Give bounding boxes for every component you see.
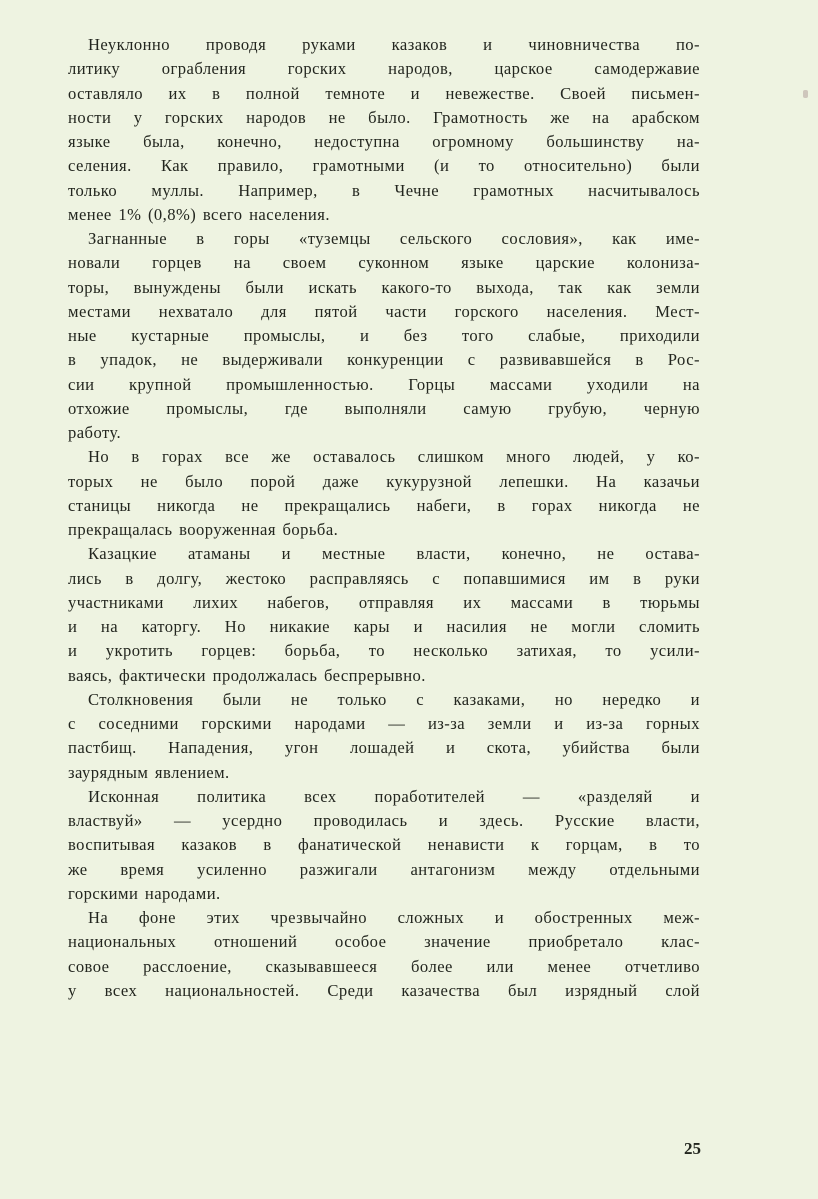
text-line: прекращалась вооруженная борьба. — [68, 520, 339, 539]
paragraph — [68, 688, 700, 785]
text-line: Неуклонно проводя руками казаков и чиновничества по- — [88, 35, 700, 54]
text-line: совое расслоение, сказывавшееся более или менее отчетливо — [68, 956, 700, 976]
text-line: сии крупной промышленностью. Горцы массами уходили на — [68, 374, 700, 394]
text-line: ности у горских народов не было. Грамотность же на арабском — [68, 107, 700, 127]
text-line: заурядным явлением. — [68, 762, 230, 782]
text-line: участниками лихих набегов, отправляя их массами в тюрьмы — [68, 592, 700, 612]
text-line: станицы никогда не прекращались набеги, в горах никогда не — [68, 495, 700, 515]
text-line: с соседними горскими народами — из-за земли и из-за горных — [68, 714, 700, 733]
text-line: языке была, конечно, недоступна огромному большинству на- — [68, 132, 700, 151]
text-line: и на каторгу. Но никакие кары и насилия не могли сломить — [68, 617, 700, 636]
text-line: торых не было порой даже кукурузной лепешки. На казачьи — [68, 471, 700, 491]
text-line: Казацкие атаманы и местные власти, конечно, не остава- — [88, 544, 700, 564]
text-line: работу. — [68, 423, 122, 442]
paragraph — [68, 227, 700, 445]
scan-edge-mark — [803, 90, 808, 98]
text-line: Исконная политика всех поработителей — «разделяй и — [88, 786, 700, 806]
text-line: в упадок, не выдерживали конкуренции с развивавшейся в Рос- — [68, 350, 700, 370]
text-line: национальных отношений особое значение приобретало клас- — [68, 932, 700, 952]
text-line: торы, вынуждены были искать какого-то выхода, так как земли — [68, 277, 700, 297]
text-line: отхожие промыслы, где выполняли самую грубую, черную — [68, 398, 700, 418]
text-line: На фоне этих чрезвычайно сложных и обостренных меж- — [88, 908, 700, 927]
text-line: воспитывая казаков в фанатической ненависти к горцам, в то — [68, 835, 700, 855]
text-line: и укротить горцев: борьба, то несколько затихая, то усили- — [68, 641, 700, 661]
paragraph — [68, 445, 700, 542]
text-line: новали горцев на своем суконном языке царские колониза- — [68, 253, 700, 273]
text-line: лись в долгу, жестоко расправляясь с попавшимися им в руки — [68, 568, 700, 588]
text-line: только муллы. Например, в Чечне грамотных насчитывалось — [68, 180, 700, 200]
text-line: ваясь, фактически продолжалась беспрерывно. — [68, 665, 426, 685]
text-line: у всех национальностей. Среди казачества был изрядный слой — [68, 980, 700, 1000]
text-line: пастбищ. Нападения, угон лошадей и скота, убийства были — [68, 738, 700, 758]
text-line: горскими народами. — [68, 883, 221, 903]
text-line: менее 1% (0,8%) всего населения. — [68, 204, 330, 224]
paragraph — [68, 906, 700, 1003]
text-line: властвуй» — усердно проводилась и здесь. Русские власти, — [68, 811, 700, 830]
text-line: селения. Как правило, грамотными (и то относительно) были — [68, 156, 700, 176]
text-line: оставляло их в полной темноте и невежестве. Своей письмен- — [68, 83, 700, 103]
text-line: Загнанные в горы «туземцы сельского сословия», как име- — [88, 229, 700, 248]
paragraph — [68, 33, 700, 227]
paragraph — [68, 542, 700, 688]
text-line: литику ограбления горских народов, царское самодержавие — [68, 59, 700, 79]
text-line: ные кустарные промыслы, и без того слабые, приходили — [68, 326, 700, 345]
page-number: 25 — [684, 1139, 701, 1158]
page-body-text — [68, 33, 700, 1003]
paragraph — [68, 785, 700, 906]
text-line: Но в горах все же оставалось слишком много людей, у ко- — [88, 447, 700, 467]
text-line: же время усиленно разжигали антагонизм между отдельными — [68, 859, 700, 879]
text-line: местами нехватало для пятой части горского населения. Мест- — [68, 301, 700, 321]
text-line: Столкновения были не только с казаками, но нередко и — [88, 689, 700, 709]
